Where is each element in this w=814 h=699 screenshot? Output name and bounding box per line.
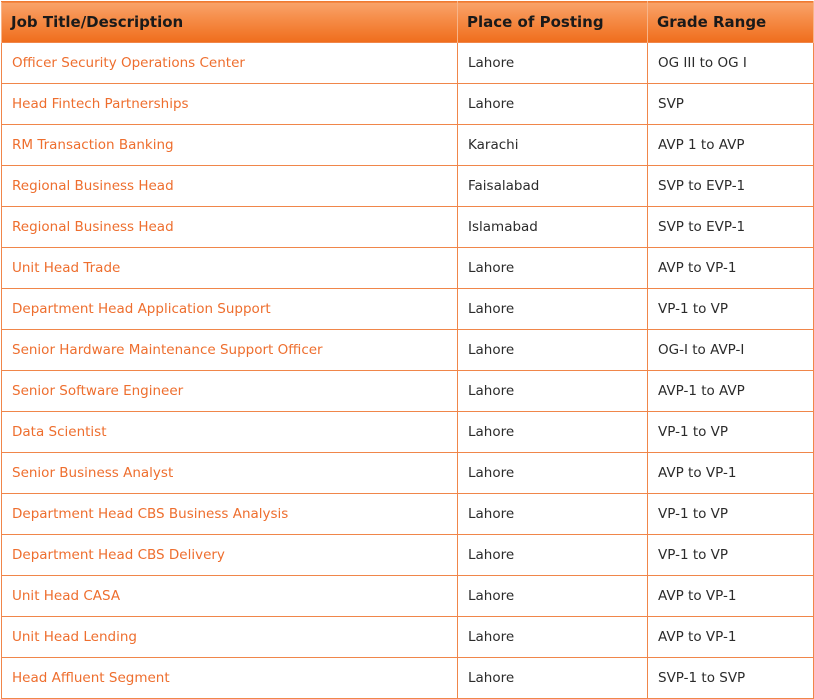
table-row	[2, 330, 814, 371]
table-row	[2, 658, 814, 699]
place-of-posting: Lahore	[458, 43, 648, 84]
place-of-posting: Lahore	[458, 84, 648, 125]
place-of-posting: Islamabad	[458, 207, 648, 248]
table-row	[2, 166, 814, 207]
grade-range: SVP	[648, 84, 814, 125]
grade-range: AVP to VP-1	[648, 248, 814, 289]
job-title-link[interactable]: Regional Business Head	[2, 166, 458, 207]
table-row	[2, 535, 814, 576]
table-row	[2, 576, 814, 617]
grade-range: AVP-1 to AVP	[648, 371, 814, 412]
job-title-link[interactable]: Unit Head CASA	[2, 576, 458, 617]
place-of-posting: Lahore	[458, 248, 648, 289]
grade-range: SVP to EVP-1	[648, 166, 814, 207]
grade-range: SVP to EVP-1	[648, 207, 814, 248]
place-of-posting: Lahore	[458, 453, 648, 494]
job-title-link[interactable]: Department Head CBS Business Analysis	[2, 494, 458, 535]
place-of-posting: Lahore	[458, 617, 648, 658]
place-of-posting: Lahore	[458, 494, 648, 535]
header-place-of-posting: Place of Posting	[458, 2, 648, 43]
job-title-link[interactable]: Head Fintech Partnerships	[2, 84, 458, 125]
place-of-posting: Lahore	[458, 658, 648, 699]
job-title-link[interactable]: Head Affluent Segment	[2, 658, 458, 699]
place-of-posting: Lahore	[458, 535, 648, 576]
job-title-link[interactable]: Regional Business Head	[2, 207, 458, 248]
job-title-link[interactable]: Officer Security Operations Center	[2, 43, 458, 84]
grade-range: AVP 1 to AVP	[648, 125, 814, 166]
grade-range: VP-1 to VP	[648, 412, 814, 453]
table-row	[2, 248, 814, 289]
job-title-link[interactable]: Department Head CBS Delivery	[2, 535, 458, 576]
grade-range: VP-1 to VP	[648, 289, 814, 330]
job-title-link[interactable]: Senior Software Engineer	[2, 371, 458, 412]
job-title-link[interactable]: Unit Head Trade	[2, 248, 458, 289]
table-row	[2, 371, 814, 412]
place-of-posting: Lahore	[458, 330, 648, 371]
place-of-posting: Lahore	[458, 371, 648, 412]
table-row	[2, 289, 814, 330]
place-of-posting: Karachi	[458, 125, 648, 166]
place-of-posting: Lahore	[458, 289, 648, 330]
table-row	[2, 84, 814, 125]
header-grade-range: Grade Range	[648, 2, 814, 43]
table-row	[2, 494, 814, 535]
table-row	[2, 453, 814, 494]
table-header-row	[2, 2, 814, 43]
table-row	[2, 412, 814, 453]
table-row	[2, 617, 814, 658]
table-row	[2, 125, 814, 166]
place-of-posting: Lahore	[458, 412, 648, 453]
grade-range: AVP to VP-1	[648, 453, 814, 494]
job-title-link[interactable]: Unit Head Lending	[2, 617, 458, 658]
grade-range: OG III to OG I	[648, 43, 814, 84]
place-of-posting: Faisalabad	[458, 166, 648, 207]
header-job-title: Job Title/Description	[2, 2, 458, 43]
job-title-link[interactable]: Senior Business Analyst	[2, 453, 458, 494]
job-listings-table	[1, 1, 814, 699]
job-title-link[interactable]: Senior Hardware Maintenance Support Officer	[2, 330, 458, 371]
grade-range: AVP to VP-1	[648, 576, 814, 617]
table-row	[2, 207, 814, 248]
grade-range: VP-1 to VP	[648, 535, 814, 576]
job-title-link[interactable]: RM Transaction Banking	[2, 125, 458, 166]
place-of-posting: Lahore	[458, 576, 648, 617]
job-title-link[interactable]: Department Head Application Support	[2, 289, 458, 330]
grade-range: AVP to VP-1	[648, 617, 814, 658]
grade-range: VP-1 to VP	[648, 494, 814, 535]
job-title-link[interactable]: Data Scientist	[2, 412, 458, 453]
grade-range: OG-I to AVP-I	[648, 330, 814, 371]
table-row	[2, 43, 814, 84]
grade-range: SVP-1 to SVP	[648, 658, 814, 699]
